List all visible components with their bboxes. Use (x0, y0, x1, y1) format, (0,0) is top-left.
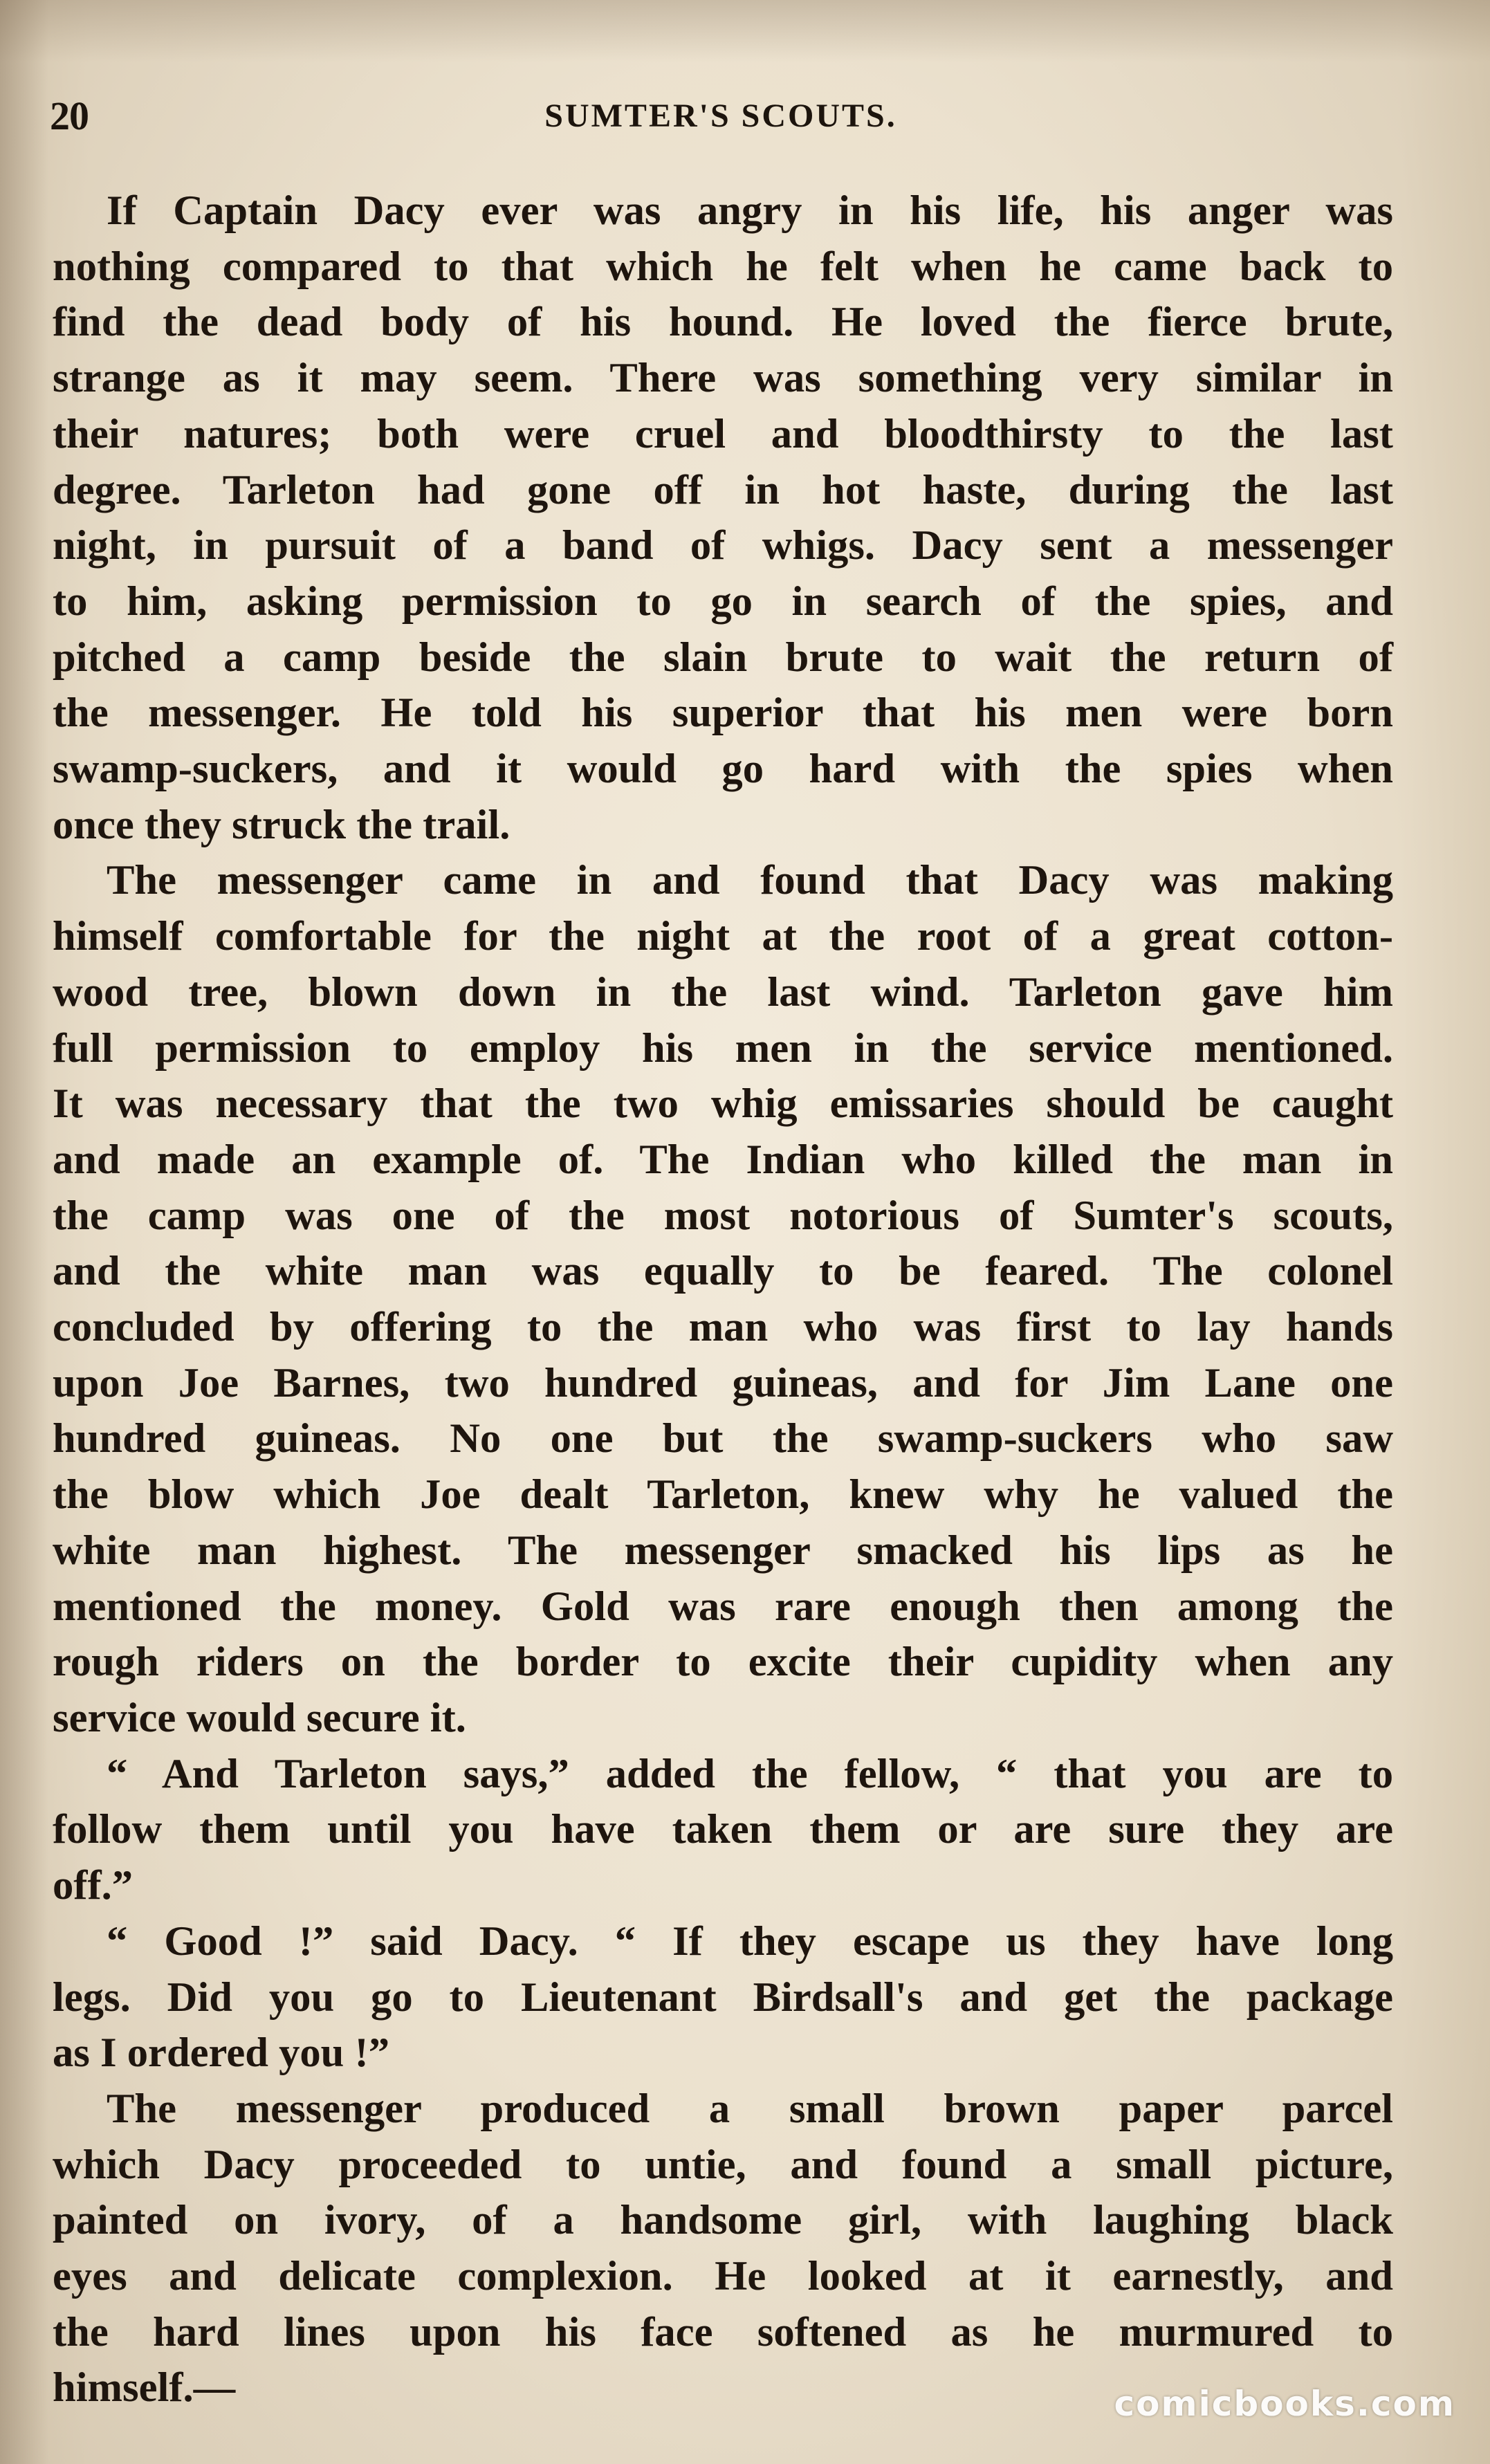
text-line: himself comfortable for the night at the root of a great cotton- (53, 913, 1393, 960)
text-line: upon Joe Barnes, two hundred guineas, and for Jim Lane one (53, 1359, 1393, 1406)
text-line: himself.— (53, 2364, 236, 2411)
text-line: The messenger produced a small brown paper parcel (107, 2085, 1393, 2132)
text-line: eyes and delicate complexion. He looked at it earnestly, and (53, 2253, 1393, 2300)
text-line: the camp was one of the most notorious of Sumter's scouts, (53, 1192, 1393, 1239)
text-line: It was necessary that the two whig emissaries should be caught (53, 1081, 1393, 1128)
text-line: concluded by offering to the man who was first to lay hands (53, 1304, 1393, 1351)
text-line: white man highest. The messenger smacked his lips as he (53, 1527, 1393, 1574)
text-line: legs. Did you go to Lieutenant Birdsall's and get the package (53, 1974, 1393, 2021)
text-line: find the dead body of his hound. He loved the fierce brute, (53, 299, 1393, 346)
page-header (50, 89, 1392, 144)
text-line: “ And Tarleton says,” added the fellow, “ that you are to (107, 1750, 1393, 1797)
watermark: comicbooks.com (1114, 2384, 1455, 2424)
paragraph-4 (53, 1914, 1393, 2081)
text-line: If Captain Dacy ever was angry in his life, his anger was (107, 187, 1393, 234)
text-line: The messenger came in and found that Dacy was making (107, 857, 1393, 904)
text-line: the blow which Joe dealt Tarleton, knew why he valued the (53, 1471, 1393, 1518)
text-line: to him, asking permission to go in search of the spies, and (53, 578, 1393, 625)
text-line: degree. Tarleton had gone off in hot haste, during the last (53, 466, 1393, 513)
page-shadow-top (0, 0, 1490, 62)
paragraph-2 (53, 853, 1393, 1746)
text-line: follow them until you have taken them or are sure they are (53, 1806, 1393, 1853)
text-line: mentioned the money. Gold was rare enough then among the (53, 1583, 1393, 1630)
text-line: rough riders on the border to excite their cupidity when any (53, 1639, 1393, 1686)
text-line: the hard lines upon his face softened as he murmured to (53, 2308, 1393, 2355)
text-line: nothing compared to that which he felt when he came back to (53, 243, 1393, 290)
text-line: full permission to employ his men in the service mentioned. (53, 1024, 1393, 1072)
text-line: swamp-suckers, and it would go hard with the spies when (53, 746, 1393, 793)
text-line: hundred guineas. No one but the swamp-suckers who saw (53, 1415, 1393, 1462)
paragraph-1 (53, 183, 1393, 853)
text-line: their natures; both were cruel and bloodthirsty to the last (53, 410, 1393, 457)
text-line: off.” (53, 1862, 134, 1909)
text-line: painted on ivory, of a handsome girl, with laughing black (53, 2197, 1393, 2244)
text-line: and made an example of. The Indian who killed the man in (53, 1136, 1393, 1183)
text-line: once they struck the trail. (53, 801, 511, 848)
text-line: wood tree, blown down in the last wind. Tarleton gave him (53, 968, 1393, 1015)
body-text (53, 183, 1393, 2416)
text-line: strange as it may seem. There was something very similar in (53, 355, 1393, 402)
text-line: and the white man was equally to be feared. The colonel (53, 1248, 1393, 1295)
page-shadow-left (0, 0, 48, 2464)
text-line: service would secure it. (53, 1694, 466, 1741)
text-line: “ Good !” said Dacy. “ If they escape us they have long (107, 1918, 1393, 1965)
text-line: the messenger. He told his superior that his men were born (53, 690, 1393, 737)
text-line: as I ordered you !” (53, 2030, 389, 2077)
running-head: SUMTER'S SCOUTS. (544, 98, 897, 134)
text-line: which Dacy proceeded to untie, and found a small picture, (53, 2141, 1393, 2188)
page-number: 20 (50, 93, 89, 138)
text-line: night, in pursuit of a band of whigs. Dacy sent a messenger (53, 522, 1393, 569)
text-line: pitched a camp beside the slain brute to wait the return of (53, 634, 1393, 681)
paragraph-3 (53, 1747, 1393, 1914)
paragraph-5 (53, 2081, 1393, 2416)
